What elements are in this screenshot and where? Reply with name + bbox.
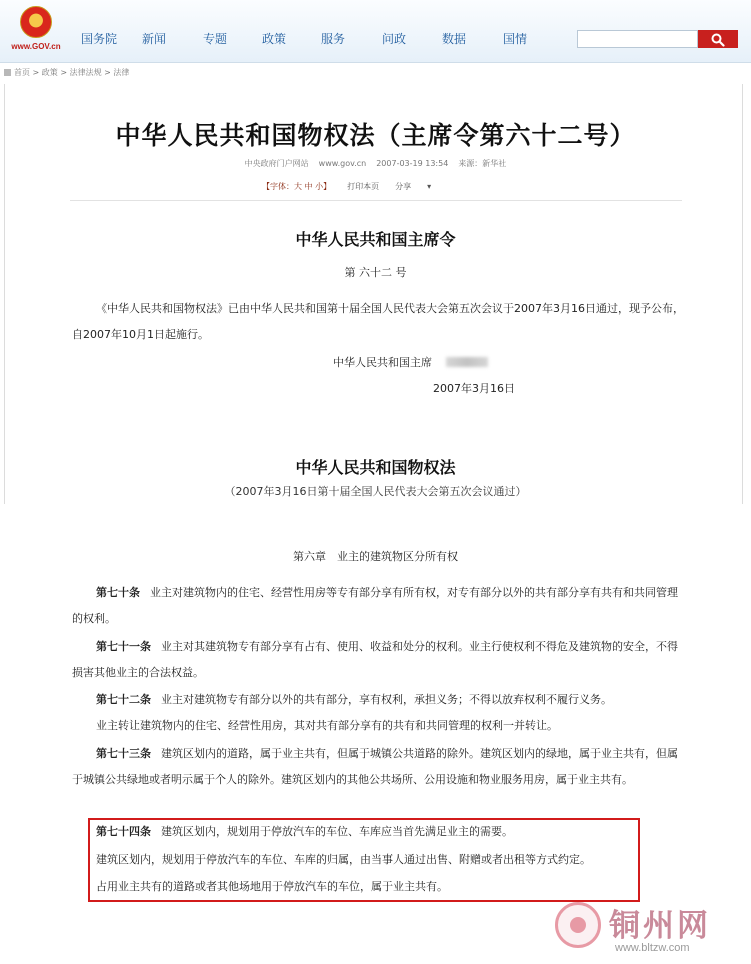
article-number: 第七十二条 — [96, 693, 151, 706]
print-link[interactable]: 打印本页 — [347, 182, 380, 191]
national-emblem-icon — [20, 6, 52, 38]
article-72-para-2 — [72, 713, 684, 739]
breadcrumb-policy[interactable]: 政策 — [41, 68, 58, 77]
watermark-name: 铜州网 — [609, 908, 711, 944]
article-number: 第七十条 — [96, 586, 140, 599]
nav-item-topics[interactable]: 专题 — [203, 32, 228, 46]
article-text: 建筑区划内的道路，属于业主共有，但属于城镇公共道路的除外。建筑区划内的绿地，属于业主共有，但属于城镇公共绿地或者明示属于个人的除外。建筑区划内的其他公共场所、公用设施和物业服务用房，属于业主共有。 — [72, 747, 678, 786]
breadcrumb-separator: > — [57, 68, 70, 77]
share-button[interactable] — [395, 182, 447, 191]
search-button[interactable] — [698, 30, 738, 48]
order-signature — [333, 354, 488, 370]
gov-logo[interactable] — [10, 6, 62, 56]
article-number: 第七十三条 — [96, 747, 151, 760]
watermark — [551, 898, 751, 964]
breadcrumb-separator: > — [30, 68, 42, 77]
order-number: 第 六十二 号 — [344, 266, 407, 279]
article-text: 业主对建筑物内的住宅、经营性用房等专有部分享有所有权，对专有部分以外的共有部分享有共有和共同管理的权利。 — [72, 586, 678, 625]
breadcrumb-laws[interactable]: 法律法规 — [69, 68, 102, 77]
breadcrumb-law[interactable]: 法律 — [113, 68, 130, 77]
article-text: 建筑区划内，规划用于停放汽车的车位、车库应当首先满足业主的需要。 — [161, 825, 513, 838]
article-70 — [72, 580, 684, 632]
order-heading: 中华人民共和国主席令 — [295, 230, 456, 249]
nav-item-inquiry[interactable]: 问政 — [382, 32, 407, 46]
search-icon — [711, 33, 725, 47]
meta-datetime: 2007-03-19 13:54 — [376, 159, 449, 168]
breadcrumb-separator: > — [101, 68, 114, 77]
article-71 — [72, 634, 684, 686]
breadcrumb — [4, 67, 129, 78]
article-text: 占用业主共有的道路或者其他场地用于停放汽车的车位，属于业主共有。 — [96, 880, 448, 893]
chevron-down-icon: ▾ — [427, 182, 432, 191]
article-text: 业主对建筑物专有部分以外的共有部分，享有权利，承担义务；不得以放弃权利不履行义务。 — [161, 693, 612, 706]
signature-title: 中华人民共和国主席 — [333, 356, 432, 369]
share-label: 分享 — [395, 182, 412, 191]
article-72 — [72, 687, 684, 713]
highlight-box — [88, 818, 640, 902]
article-text: 业主转让建筑物内的住宅、经营性用房，其对共有部分享有的共有和共同管理的权利一并转让。 — [96, 719, 558, 732]
chapter-title: 第六章 业主的建筑物区分所有权 — [293, 550, 458, 563]
watermark-url: www.bltzw.com — [615, 942, 690, 954]
home-icon — [4, 69, 11, 76]
logo-text: www.GOV.cn — [11, 42, 61, 51]
article-meta — [0, 158, 751, 169]
nav-item-national-info[interactable]: 国情 — [503, 32, 528, 46]
divider — [70, 200, 682, 201]
article-text: 建筑区划内，规划用于停放汽车的车位、车库的归属，由当事人通过出售、附赠或者出租等方式约定。 — [96, 853, 591, 866]
meta-site: www.gov.cn — [318, 159, 367, 168]
article-number: 第七十一条 — [96, 640, 151, 653]
order-date: 2007年3月16日 — [433, 382, 515, 395]
nav-item-policy[interactable]: 政策 — [262, 32, 287, 46]
page-title: 中华人民共和国物权法（主席令第六十二号） — [115, 121, 636, 150]
watermark-logo-icon — [555, 902, 601, 948]
nav-item-data[interactable]: 数据 — [442, 32, 467, 46]
meta-origin: 来源：新华社 — [458, 159, 507, 168]
nav-item-news[interactable]: 新闻 — [142, 32, 167, 46]
article-text: 业主对其建筑物专有部分享有占有、使用、收益和处分的权利。业主行使权利不得危及建筑物的安全，不得损害其他业主的合法权益。 — [72, 640, 678, 679]
breadcrumb-home[interactable]: 首页 — [14, 68, 30, 77]
search-input[interactable] — [577, 30, 698, 48]
order-text: 《中华人民共和国物权法》已由中华人民共和国第十届全国人民代表大会第五次会议于2007年3月16日通过，现予公布，自2007年10月1日起施行。 — [72, 302, 684, 341]
article-tools — [262, 181, 463, 192]
article-73 — [72, 741, 684, 793]
nav-item-state-council[interactable]: 国务院 — [81, 32, 118, 46]
meta-source: 中央政府门户网站 — [244, 159, 309, 168]
redacted-name — [446, 357, 488, 367]
font-size-control[interactable]: 【字体：大 中 小】 — [262, 182, 332, 191]
site-header — [0, 0, 751, 63]
law-subheading: （2007年3月16日第十届全国人民代表大会第五次会议通过） — [224, 485, 527, 498]
article-number: 第七十四条 — [96, 825, 151, 838]
law-heading: 中华人民共和国物权法 — [295, 458, 456, 477]
nav-item-services[interactable]: 服务 — [321, 32, 346, 46]
